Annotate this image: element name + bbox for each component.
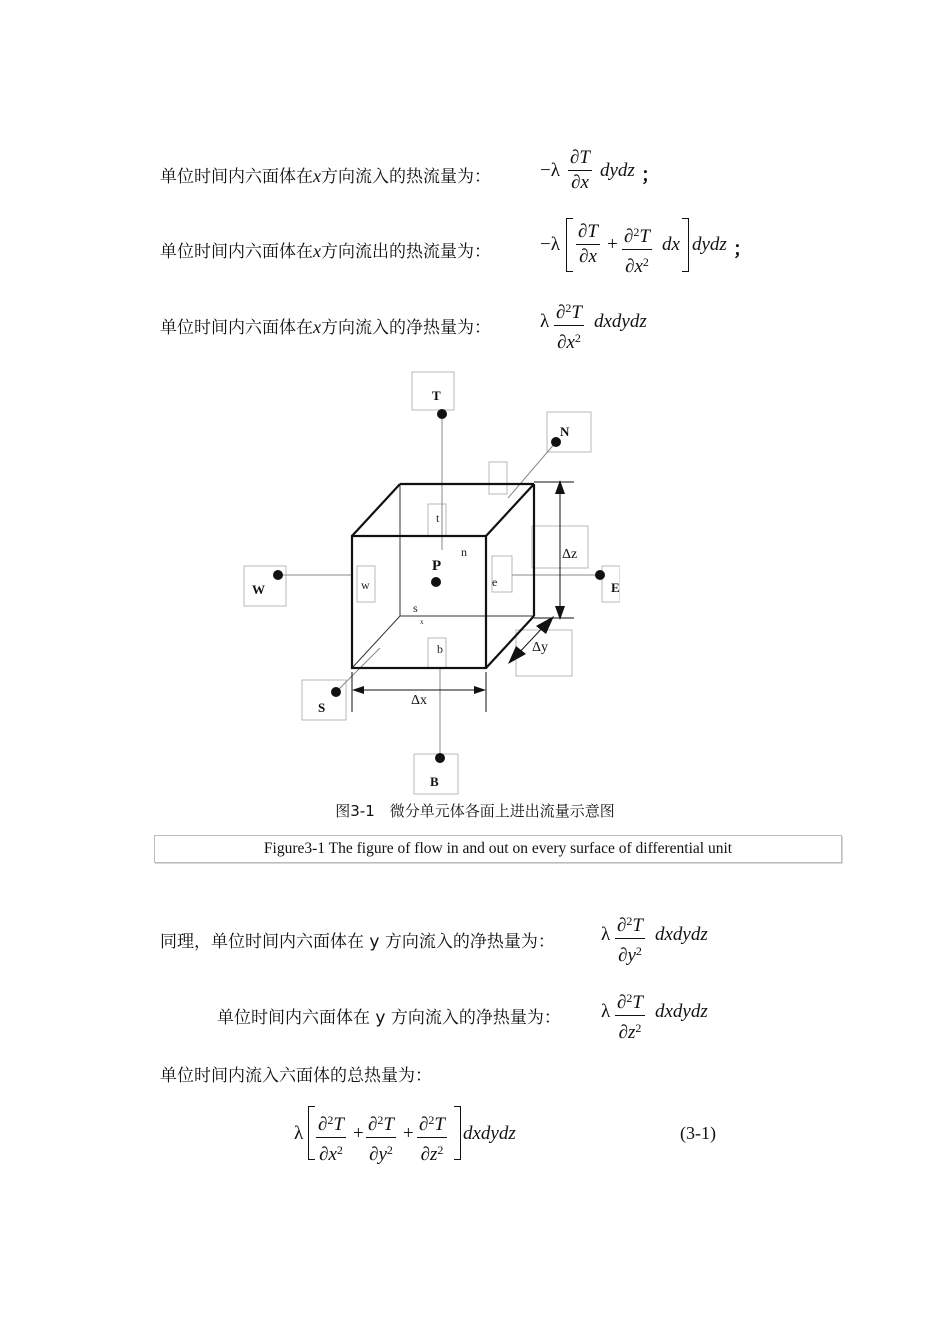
- frac-d2T-dz2: $\frac{\partial^2T}{\partial z^2}$: [615, 986, 645, 1045]
- line-y-net: 同理，单位时间内六面体在 y 方向流入的净热量为：: [160, 932, 555, 952]
- node-E-dot: [595, 570, 605, 580]
- frac-dT-dx-2: $\frac{\partial T}{\partial x}$: [578, 221, 598, 267]
- label-P: P: [432, 558, 442, 574]
- dydz-2: dydz: [692, 234, 727, 255]
- dim-dy: Δy: [532, 640, 549, 655]
- semicolon-1: ；: [641, 165, 661, 186]
- figure-caption-en-box: [154, 835, 842, 863]
- figure-caption-en: Figure3-1 The figure of flow in and out on every surface of differential unit: [263, 840, 733, 857]
- plus-2: +: [607, 234, 618, 255]
- plus-total-1: +: [353, 1123, 364, 1144]
- line-x-net-suffix: 方向流入的净热量为：: [321, 318, 491, 338]
- face-b: b: [437, 642, 443, 656]
- face-s: s: [413, 601, 418, 615]
- frac-d2T-dy2: $\frac{\partial^2T}{\partial y^2}$: [615, 909, 645, 968]
- box-small-top: [489, 462, 507, 494]
- label-B: B: [430, 774, 439, 789]
- line-x-outflow-suffix: 方向流出的热流量为：: [321, 242, 491, 262]
- line-x-inflow-prefix: 单位时间内六面体在: [160, 167, 313, 187]
- face-e: e: [492, 575, 498, 589]
- label-N: N: [560, 424, 570, 439]
- face-n: n: [461, 545, 467, 559]
- frac-d2T-dx2-2: $\frac{\partial^2T}{\partial x^2}$: [622, 220, 652, 279]
- dim-dx: Δx: [411, 693, 428, 708]
- line-x-net-prefix: 单位时间内六面体在: [160, 318, 313, 338]
- label-W: W: [252, 582, 265, 597]
- right-bracket-2: [682, 218, 689, 272]
- lambda-total: λ: [294, 1123, 304, 1144]
- lambda-z: λ: [601, 1001, 611, 1022]
- figure-caption-cn: 图3-1 微分单元体各面上进出流量示意图: [335, 802, 615, 820]
- label-T: T: [432, 388, 441, 403]
- left-bracket-2: [566, 218, 573, 272]
- dim-dz: Δz: [562, 547, 578, 562]
- label-E: E: [611, 580, 620, 595]
- line-x-inflow-suffix: 方向流入的热流量为：: [321, 167, 491, 187]
- var-x: x: [313, 166, 321, 186]
- equation-number: (3-1): [680, 1123, 716, 1143]
- node-B-dot: [435, 753, 445, 763]
- left-bracket-total: [308, 1106, 315, 1160]
- lambda-y: λ: [601, 924, 611, 945]
- frac-total-x: $\frac{\partial^2T}{\partial x^2}$: [316, 1108, 346, 1167]
- face-t: t: [436, 511, 440, 525]
- node-W-dot: [273, 570, 283, 580]
- right-bracket-total: [454, 1106, 461, 1160]
- lambda-3: λ: [540, 311, 550, 332]
- cube-flow-diagram: [240, 368, 620, 798]
- label-S: S: [318, 700, 326, 715]
- face-x: x: [420, 618, 424, 626]
- line-x-outflow-prefix: 单位时间内六面体在: [160, 242, 313, 262]
- semicolon-2: ；: [733, 239, 753, 260]
- node-S-dot: [331, 687, 341, 697]
- dxdydz-3: dxdydz: [594, 311, 647, 332]
- frac-total-z: $\frac{\partial^2T}{\partial z^2}$: [417, 1108, 447, 1167]
- plus-total-2: +: [403, 1123, 414, 1144]
- var-x: x: [313, 317, 321, 337]
- minus-lambda-1: −λ: [540, 160, 560, 181]
- frac-d2T-dx2-3: $\frac{\partial^2T}{\partial x^2}$: [554, 296, 584, 355]
- dx-term-2: dx: [662, 234, 680, 255]
- var-x: x: [313, 241, 321, 261]
- line-x-outflow: [160, 237, 491, 262]
- line-x-inflow: [160, 162, 491, 187]
- dydz-1: dydz: [600, 160, 635, 181]
- line-x-net: [160, 313, 491, 338]
- frac-dT-dx-1: $\frac{\partial T}{\partial x}$: [570, 147, 590, 193]
- dxdydz-z: dxdydz: [655, 1001, 708, 1022]
- dxdydz-y: dxdydz: [655, 924, 708, 945]
- dxdydz-total: dxdydz: [463, 1123, 516, 1144]
- node-P-dot: [431, 577, 441, 587]
- line-z-net: 单位时间内六面体在 y 方向流入的净热量为：: [217, 1008, 561, 1028]
- frac-total-y: $\frac{\partial^2T}{\partial y^2}$: [366, 1108, 396, 1167]
- face-w: w: [361, 578, 370, 592]
- minus-lambda-2: −λ: [540, 234, 560, 255]
- line-total: 单位时间内流入六面体的总热量为：: [160, 1066, 432, 1086]
- node-T-dot: [437, 409, 447, 419]
